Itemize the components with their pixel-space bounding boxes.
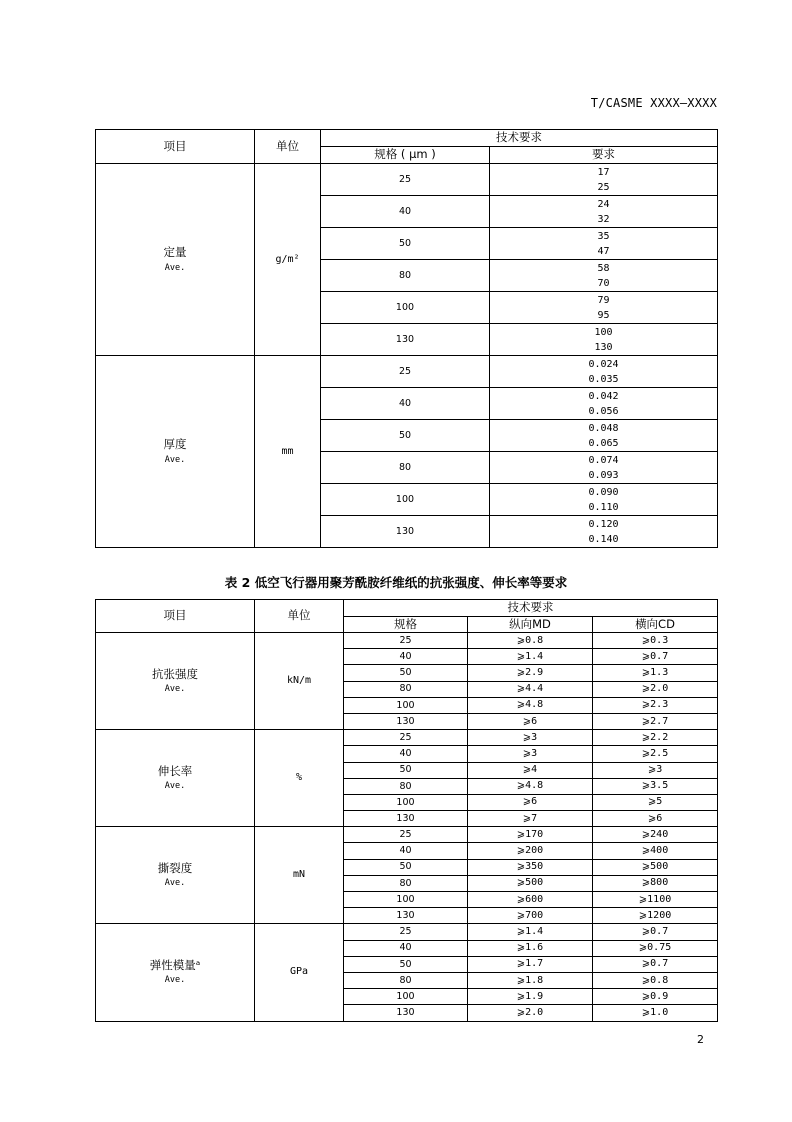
req-value: 17 xyxy=(597,166,610,178)
table-2-body xyxy=(96,600,718,1022)
item-name: 抗张强度 xyxy=(152,666,198,681)
header-cd: 横向CD xyxy=(593,617,718,633)
item-name: 弹性模量ᵃ xyxy=(149,957,201,972)
req-value: 0.035 xyxy=(588,373,619,385)
req-value: 0.120 xyxy=(588,518,619,530)
spec-cell: 40 xyxy=(344,649,468,665)
req-value: 0.110 xyxy=(588,501,619,513)
cd-cell: ⩾2.2 xyxy=(593,730,718,746)
header-spec: 规格 xyxy=(344,617,468,633)
req-value: 0.056 xyxy=(588,405,619,417)
header-unit: 单位 xyxy=(255,130,321,164)
spec-cell: 100 xyxy=(344,697,468,713)
cd-cell: ⩾0.7 xyxy=(593,649,718,665)
spec-cell: 25 xyxy=(344,827,468,843)
item-name: 伸长率 xyxy=(157,763,193,778)
cd-cell: ⩾1100 xyxy=(593,892,718,908)
item-cell xyxy=(96,730,255,827)
md-cell: ⩾350 xyxy=(468,859,593,875)
cd-cell: ⩾2.3 xyxy=(593,697,718,713)
spec-cell: 100 xyxy=(321,292,490,324)
page-number: 2 xyxy=(697,1033,704,1046)
cd-cell: ⩾500 xyxy=(593,859,718,875)
header-tech-req: 技术要求 xyxy=(344,600,718,617)
spec-cell: 80 xyxy=(344,778,468,794)
cd-cell: ⩾2.0 xyxy=(593,681,718,697)
spec-cell: 40 xyxy=(344,843,468,859)
md-cell: ⩾1.4 xyxy=(468,649,593,665)
spec-cell: 40 xyxy=(344,940,468,956)
md-cell: ⩾1.8 xyxy=(468,972,593,988)
cd-cell: ⩾0.9 xyxy=(593,989,718,1005)
req-value: 35 xyxy=(597,230,610,242)
header-req: 要求 xyxy=(490,147,718,164)
cd-cell: ⩾1.3 xyxy=(593,665,718,681)
spec-cell: 130 xyxy=(344,908,468,924)
md-cell: ⩾1.4 xyxy=(468,924,593,940)
md-cell: ⩾4.4 xyxy=(468,681,593,697)
unit-cell: % xyxy=(255,730,344,827)
item-sub: Ave. xyxy=(164,262,186,273)
cd-cell: ⩾0.75 xyxy=(593,940,718,956)
req-cell xyxy=(490,324,718,356)
spec-cell: 25 xyxy=(344,730,468,746)
table-1 xyxy=(95,129,718,548)
item-sub: Ave. xyxy=(164,454,186,465)
header-item: 项目 xyxy=(96,130,255,164)
req-cell xyxy=(490,484,718,516)
table-row xyxy=(96,730,718,746)
spec-cell: 25 xyxy=(344,633,468,649)
req-cell xyxy=(490,388,718,420)
cd-cell: ⩾240 xyxy=(593,827,718,843)
md-cell: ⩾600 xyxy=(468,892,593,908)
spec-cell: 80 xyxy=(344,972,468,988)
spec-cell: 25 xyxy=(321,164,490,196)
table-row xyxy=(96,924,718,940)
md-cell: ⩾1.7 xyxy=(468,956,593,972)
item-cell xyxy=(96,633,255,730)
header-unit: 单位 xyxy=(255,600,344,633)
spec-cell: 50 xyxy=(321,228,490,260)
req-value: 0.140 xyxy=(588,533,619,545)
req-cell xyxy=(490,228,718,260)
md-cell: ⩾2.9 xyxy=(468,665,593,681)
md-cell: ⩾6 xyxy=(468,713,593,729)
spec-cell: 40 xyxy=(344,746,468,762)
req-cell xyxy=(490,356,718,388)
cd-cell: ⩾0.7 xyxy=(593,956,718,972)
header-spec: 规格 ( μm ) xyxy=(321,147,490,164)
cd-cell: ⩾400 xyxy=(593,843,718,859)
spec-cell: 80 xyxy=(321,260,490,292)
req-value: 0.048 xyxy=(588,422,619,434)
req-cell xyxy=(490,516,718,548)
item-cell xyxy=(96,924,255,1021)
spec-cell: 80 xyxy=(344,681,468,697)
md-cell: ⩾7 xyxy=(468,811,593,827)
md-cell: ⩾3 xyxy=(468,746,593,762)
unit-cell: kN/m xyxy=(255,633,344,730)
md-cell: ⩾700 xyxy=(468,908,593,924)
req-value: 79 xyxy=(597,294,610,306)
header-item: 项目 xyxy=(96,600,255,633)
spec-cell: 100 xyxy=(344,892,468,908)
cd-cell: ⩾0.8 xyxy=(593,972,718,988)
document-id: T/CASME XXXX—XXXX xyxy=(590,96,717,110)
cd-cell: ⩾5 xyxy=(593,794,718,810)
spec-cell: 100 xyxy=(321,484,490,516)
spec-cell: 40 xyxy=(321,196,490,228)
md-cell: ⩾500 xyxy=(468,875,593,891)
cd-cell: ⩾2.5 xyxy=(593,746,718,762)
spec-cell: 40 xyxy=(321,388,490,420)
item-sub: Ave. xyxy=(164,975,186,986)
item-sub: Ave. xyxy=(164,878,186,889)
cd-cell: ⩾800 xyxy=(593,875,718,891)
req-value: 47 xyxy=(597,245,610,257)
table-row xyxy=(96,164,718,196)
unit-cell: mm xyxy=(255,356,321,548)
item-cell xyxy=(96,164,255,356)
req-value: 58 xyxy=(597,262,610,274)
req-value: 0.065 xyxy=(588,437,619,449)
cd-cell: ⩾0.3 xyxy=(593,633,718,649)
cd-cell: ⩾3 xyxy=(593,762,718,778)
cd-cell: ⩾6 xyxy=(593,811,718,827)
unit-cell: g/m² xyxy=(255,164,321,356)
req-value: 0.042 xyxy=(588,390,619,402)
req-value: 95 xyxy=(597,309,610,321)
table-row xyxy=(96,633,718,649)
req-cell xyxy=(490,452,718,484)
md-cell: ⩾1.9 xyxy=(468,989,593,1005)
req-value: 0.074 xyxy=(588,454,619,466)
cd-cell: ⩾1.0 xyxy=(593,1005,718,1021)
cd-cell: ⩾1200 xyxy=(593,908,718,924)
spec-cell: 100 xyxy=(344,794,468,810)
item-name: 厚度 xyxy=(163,437,187,451)
req-value: 0.093 xyxy=(588,469,619,481)
spec-cell: 130 xyxy=(321,516,490,548)
table-row xyxy=(96,356,718,388)
header-tech-req: 技术要求 xyxy=(321,130,718,147)
req-value: 0.024 xyxy=(588,358,619,370)
req-value: 70 xyxy=(597,277,610,289)
spec-cell: 50 xyxy=(344,956,468,972)
req-cell xyxy=(490,292,718,324)
req-value: 0.090 xyxy=(588,486,619,498)
md-cell: ⩾200 xyxy=(468,843,593,859)
md-cell: ⩾0.8 xyxy=(468,633,593,649)
unit-cell: mN xyxy=(255,827,344,924)
md-cell: ⩾4.8 xyxy=(468,697,593,713)
item-name: 定量 xyxy=(163,245,187,259)
cd-cell: ⩾3.5 xyxy=(593,778,718,794)
req-cell xyxy=(490,164,718,196)
spec-cell: 130 xyxy=(344,811,468,827)
spec-cell: 50 xyxy=(344,859,468,875)
item-sub: Ave. xyxy=(164,684,186,695)
req-value: 100 xyxy=(594,326,613,338)
spec-cell: 50 xyxy=(344,762,468,778)
header-md: 纵向MD xyxy=(468,617,593,633)
spec-cell: 80 xyxy=(344,875,468,891)
cd-cell: ⩾0.7 xyxy=(593,924,718,940)
table-2 xyxy=(95,599,718,1022)
spec-cell: 50 xyxy=(321,420,490,452)
item-name: 撕裂度 xyxy=(157,860,193,875)
md-cell: ⩾1.6 xyxy=(468,940,593,956)
item-cell xyxy=(96,356,255,548)
spec-cell: 130 xyxy=(344,713,468,729)
spec-cell: 130 xyxy=(344,1005,468,1021)
cd-cell: ⩾2.7 xyxy=(593,713,718,729)
spec-cell: 50 xyxy=(344,665,468,681)
item-cell xyxy=(96,827,255,924)
unit-cell: GPa xyxy=(255,924,344,1021)
req-cell xyxy=(490,260,718,292)
req-cell xyxy=(490,420,718,452)
md-cell: ⩾6 xyxy=(468,794,593,810)
req-value: 25 xyxy=(597,181,610,193)
md-cell: ⩾2.0 xyxy=(468,1005,593,1021)
md-cell: ⩾3 xyxy=(468,730,593,746)
table-2-caption: 表 2 低空飞行器用聚芳酰胺纤维纸的抗张强度、伸长率等要求 xyxy=(224,575,568,590)
req-value: 130 xyxy=(594,341,613,353)
md-cell: ⩾4 xyxy=(468,762,593,778)
table-row xyxy=(96,827,718,843)
spec-cell: 100 xyxy=(344,989,468,1005)
req-value: 32 xyxy=(597,213,610,225)
req-value: 24 xyxy=(597,198,610,210)
spec-cell: 130 xyxy=(321,324,490,356)
req-cell xyxy=(490,196,718,228)
spec-cell: 25 xyxy=(321,356,490,388)
item-sub: Ave. xyxy=(164,781,186,792)
spec-cell: 25 xyxy=(344,924,468,940)
spec-cell: 80 xyxy=(321,452,490,484)
md-cell: ⩾4.8 xyxy=(468,778,593,794)
table-1-body xyxy=(96,130,718,548)
md-cell: ⩾170 xyxy=(468,827,593,843)
